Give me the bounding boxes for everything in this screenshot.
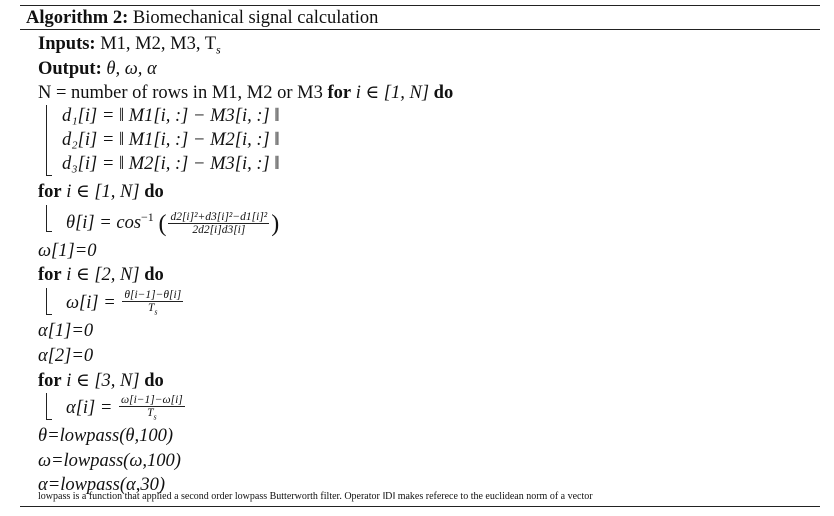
output-keyword: Output: xyxy=(38,59,102,79)
inputs-value: M1, M2, M3, T xyxy=(100,34,217,54)
loop1-pre: N = number of rows in M1, M2 or M3 xyxy=(38,83,323,103)
top-rule xyxy=(20,5,820,6)
bottom-rule xyxy=(20,506,820,507)
filter-omega: ω=lowpass(ω,100) xyxy=(38,451,181,471)
loop4-bar xyxy=(46,393,47,419)
loop1-body-1: d₁[i] = ‖ M1[i, :] − M3[i, :] ‖ xyxy=(62,106,280,126)
alpha-den-sub: s xyxy=(153,412,157,422)
loop2-for: for xyxy=(38,182,62,202)
alpha-fraction xyxy=(119,394,185,423)
loop4-body xyxy=(66,394,187,423)
omega-init: ω[1]=0 xyxy=(38,241,97,261)
loop3-tick xyxy=(46,314,52,315)
theta-lhs: θ[i] = cos xyxy=(66,213,142,234)
loop2-do: do xyxy=(144,182,164,202)
loop1-range: i ∈ [1, N] xyxy=(355,83,430,103)
output-value: θ, ω, α xyxy=(106,59,157,79)
inputs-keyword: Inputs: xyxy=(38,34,96,54)
loop2-body xyxy=(66,206,279,236)
algorithm-caption xyxy=(26,7,378,29)
loop1-body-3: d₃[i] = ‖ M2[i, :] − M3[i, :] ‖ xyxy=(62,154,280,174)
alpha-denominator xyxy=(119,407,185,423)
inputs-sub: s xyxy=(216,42,221,57)
loop1-bar xyxy=(46,105,47,175)
header-rule xyxy=(20,29,820,30)
output-line xyxy=(38,58,157,80)
filter-theta: θ=lowpass(θ,100) xyxy=(38,426,173,446)
theta-denominator: 2d2[i]d3[i] xyxy=(192,224,246,237)
loop3-for: for xyxy=(38,265,62,285)
loop1-tick xyxy=(46,175,52,176)
loop1-header xyxy=(38,82,453,104)
algorithm-label: Algorithm 2: xyxy=(26,8,129,28)
loop2-tick xyxy=(46,231,52,232)
loop3-bar xyxy=(46,288,47,314)
loop1-for: for xyxy=(327,83,352,103)
filter-alpha: α=lowpass(α,30) xyxy=(38,475,165,495)
theta-numerator: d2[i]²+d3[i]²−d1[i]² xyxy=(170,211,268,224)
omega-fraction xyxy=(122,289,183,318)
theta-fraction xyxy=(168,211,269,236)
loop2-range: i ∈ [1, N] xyxy=(66,182,140,202)
loop1-do: do xyxy=(433,83,454,103)
loop3-header xyxy=(38,264,164,286)
omega-den-T: T xyxy=(148,302,155,314)
omega-denominator xyxy=(122,302,183,318)
loop1-body-2: d₂[i] = ‖ M1[i, :] − M2[i, :] ‖ xyxy=(62,130,280,150)
omega-den-sub: s xyxy=(154,307,158,317)
alpha-numerator: ω[i−1]−ω[i] xyxy=(120,394,183,406)
alpha-init-2: α[2]=0 xyxy=(38,346,94,366)
omega-lhs: ω[i] = xyxy=(66,292,116,313)
cos-exp: −1 xyxy=(141,210,154,224)
algorithm-title: Biomechanical signal calculation xyxy=(132,8,379,28)
alpha-lhs: α[i] = xyxy=(66,397,113,418)
inputs-line xyxy=(38,33,221,61)
loop4-tick xyxy=(46,419,52,420)
alpha-init-1: α[1]=0 xyxy=(38,321,94,341)
open-paren: ( xyxy=(158,210,167,237)
loop3-range: i ∈ [2, N] xyxy=(66,265,140,285)
footnote: lowpass is a function that applied a second order lowpass Butterworth filter. Operator ‖D‖ makes referece to the euclidean norm of a vector xyxy=(38,491,593,502)
loop4-do: do xyxy=(144,371,164,391)
loop2-bar xyxy=(46,205,47,231)
loop3-do: do xyxy=(144,265,164,285)
loop3-body xyxy=(66,289,185,318)
close-paren: ) xyxy=(271,210,280,237)
alpha-den-T: T xyxy=(147,407,154,419)
loop4-header xyxy=(38,370,164,392)
omega-numerator: θ[i−1]−θ[i] xyxy=(124,289,182,301)
loop2-header xyxy=(38,181,164,203)
loop4-range: i ∈ [3, N] xyxy=(66,371,140,391)
loop4-for: for xyxy=(38,371,62,391)
